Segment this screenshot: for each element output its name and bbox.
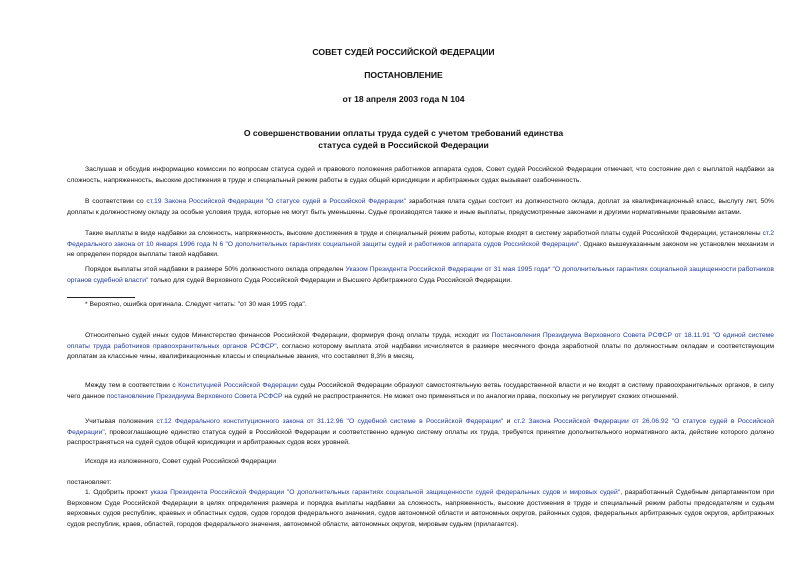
paragraph-8: Исходя из изложенного, Совет судей Российской Федерации (85, 458, 277, 465)
subject-line-2: статуса судей в Российской Федерации (318, 139, 489, 150)
law-link-status-of-judges-2[interactable]: ст.2 Закона Российской Федерации от 26.06.92 "О статусе судей в Российской Федерации" (67, 418, 774, 436)
law-link-presidium-resolution[interactable]: Постановления Президиума Верховного Совета РСФСР от 18.11.91 "О единой системе оплаты труда работников правоохранительных органов РСФСР" (67, 332, 775, 350)
footnote-divider (67, 297, 135, 298)
paragraph-10-text-b: , разработанный Судебным департаментом при Верховном Суде Российской Федерации в целях определения размера и порядка выплаты надбавки за сложность, напряженность, высокие достижения в труде и специальный режим работы председателям и судьям верховных судов республик, краевых и областных судов, судов городов федерального значения, судов автономной области и автономных округов, районных судов, федеральных арбитражных судов округов, арбитражных судов республик, краев, областей, городов федерального значения, автономной области, автономных округов, мировым судьям (прилагается). (67, 489, 774, 528)
paragraph-4 (67, 265, 774, 286)
paragraph-7 (67, 417, 774, 449)
law-link-presidential-decree[interactable]: Указом Президента Российской Федерации от 31 мая 1995 года* "О дополнительных гарантиях социальной защищенности работников органов судебной власти" (67, 266, 774, 284)
paragraph-7-text-b: и (503, 418, 514, 425)
paragraph-2 (67, 197, 774, 218)
law-link-constitution[interactable]: Конституцией Российской Федерации (178, 382, 298, 389)
paragraph-5-text-b: , согласно которому выплата этой надбавки исчисляется в размере месячного фонда заработной платы по должностным окладам и соответствующим доплатам за классные чины, квалификационные классы и специальные звания, что составляет 8,3% в месяц. (67, 342, 774, 361)
footnote: * Вероятно, ошибка оригинала. Следует читать: "от 30 мая 1995 года". (85, 301, 307, 308)
paragraph-6-text-a: Между тем в соответствии с (85, 382, 179, 389)
paragraph-10 (67, 488, 774, 530)
paragraph-3 (67, 229, 774, 261)
paragraph-6-text-c: на судей не распространяется. Не может оно применяться и по аналогии права, поскольку не регулирует схожих отношений. (282, 392, 679, 400)
paragraph-10-text-a: 1. Одобрить проект (85, 489, 151, 496)
paragraph-7-text-c: , провозглашающие единство статуса судей в Российской Федерации и соответственно единую систему оплаты их труда, требуется принятие дополнительного нормативного акта, действие которого должно распространяться на судей судов общей юрисдикции и арбитражных судов всех уровней. (67, 428, 774, 447)
paragraph-4-text-b: только для судей Верховного Суда Российской Федерации и Высшего Арбитражного Суда Российской Федерации. (148, 276, 512, 284)
paragraph-2-text-b: заработная плата судьи состоит из должностного оклада, доплат за квалификационный класс, выслугу лет, 50% доплаты к должностному окладу за особые условия труда, которые не могут быть уменьшены. Судье производятся также и иные выплаты, предусмотренные законами и другими нормативными правовыми актами. (67, 198, 774, 216)
doc-date: от 18 апреля 2003 года N 104 (342, 94, 465, 104)
org-title: СОВЕТ СУДЕЙ РОССИЙСКОЙ ФЕДЕРАЦИИ (312, 47, 495, 57)
paragraph-3-text-a: Такие выплаты в виде надбавки за сложность, напряженность, высокие достижения в труде и специальный режим работы, которые входят в систему заработной платы судей Российской Федерации, установлены (85, 230, 763, 237)
subject-line-1: О совершенствовании оплаты труда судей с учетом требований единства (243, 128, 564, 138)
law-link-status-of-judges[interactable]: ст.19 Закона Российской Федерации "О статусе судей в Российской Федерации" (146, 198, 407, 205)
law-link-judicial-system[interactable]: ст.12 Федерального конституционного закона от 31.12.96 "О судебной системе в Российской Федерации" (156, 418, 504, 425)
paragraph-9: постановляет: (67, 479, 112, 486)
paragraph-5-text-a: Относительно судей иных судов Министерство финансов Российской Федерации, формируя фонд оплаты труда, исходит из (85, 332, 492, 339)
paragraph-6 (67, 381, 774, 402)
paragraph-2-text-a: В соответствии со (85, 198, 147, 205)
paragraph-1: Заслушав и обсудив информацию комиссии по вопросам статуса судей и правового положения работников аппарата судов, Совет судей Российской Федерации отмечает, что состояние дел с выплатой надбавки за сложность, напряженность, высокие достижения в труде и специальный режим работы в судах общей юрисдикции и арбитражных судах вызывает озабоченность. (67, 166, 774, 184)
paragraph-5 (67, 331, 774, 363)
paragraph-6-text-b: суды Российской Федерации образуют самостоятельную ветвь государственной власти и не входят в систему правоохранительных органов, в силу чего данное (67, 382, 774, 400)
doc-subject (120, 128, 687, 151)
law-link-federal-law-n6[interactable]: ст.2 Федерального закона от 10 января 1996 года N 6 "О дополнительных гарантиях социальной защиты судей и работников аппарата судов Российской Федерации" (67, 230, 774, 248)
law-link-draft-decree[interactable]: указа Президента Российской Федерации "О дополнительных гарантиях социальной защищенности судей федеральных судов и мировых судей" (150, 489, 621, 496)
doc-type: ПОСТАНОВЛЕНИЕ (364, 70, 443, 80)
paragraph-4-text-a: Порядок выплаты этой надбавки в размере 50% должностного оклада определен (85, 266, 346, 273)
law-link-presidium-resolution-2[interactable]: постановление Президиума Верховного Совета РСФСР (106, 392, 283, 400)
paragraph-3-text-b: . Однако вышеуказанным законом не установлен механизм и не определен порядок выплаты такой надбавки. (67, 240, 774, 259)
paragraph-7-text-a: Учитывая положения (85, 418, 157, 425)
